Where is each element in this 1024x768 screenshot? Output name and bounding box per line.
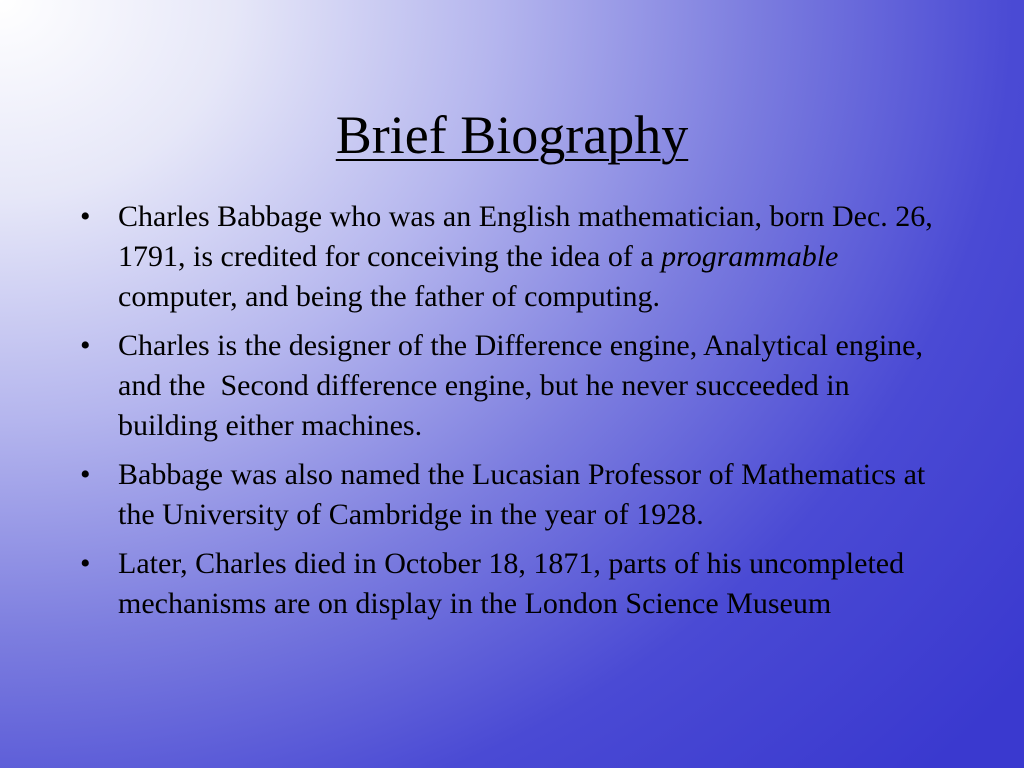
bullet-list [72, 197, 952, 633]
bullet-1-text-after: computer, and being the father of computing. [118, 280, 660, 313]
bullet-marker: • [80, 547, 91, 580]
slide-title [0, 102, 1024, 168]
bullet-marker: • [80, 329, 91, 362]
bullet-item-2 [72, 326, 952, 446]
bullet-1-text-before: Charles Babbage who was an English mathematician, born Dec. 26, 1791, is credited for conceiving the idea of a [118, 200, 933, 273]
bullet-3-text: Babbage was also named the Lucasian Professor of Mathematics at the University of Cambridge in the year of 1928. [118, 458, 926, 531]
bullet-4-text: Later, Charles died in October 18, 1871, parts of his uncompleted mechanisms are on display in the London Science Museum [118, 547, 905, 620]
bullet-2-text: Charles is the designer of the Difference engine, Analytical engine, and the Second difference engine, but he never succeeded in building either machines. [118, 329, 931, 442]
slide-title-text: Brief Biography [335, 105, 689, 165]
bullet-marker: • [80, 458, 91, 491]
bullet-marker: • [80, 200, 91, 233]
bullet-item-3 [72, 455, 952, 535]
bullet-1-emphasis: programmable [661, 240, 839, 273]
bullet-item-4 [72, 544, 952, 624]
bullet-item-1 [72, 197, 952, 317]
